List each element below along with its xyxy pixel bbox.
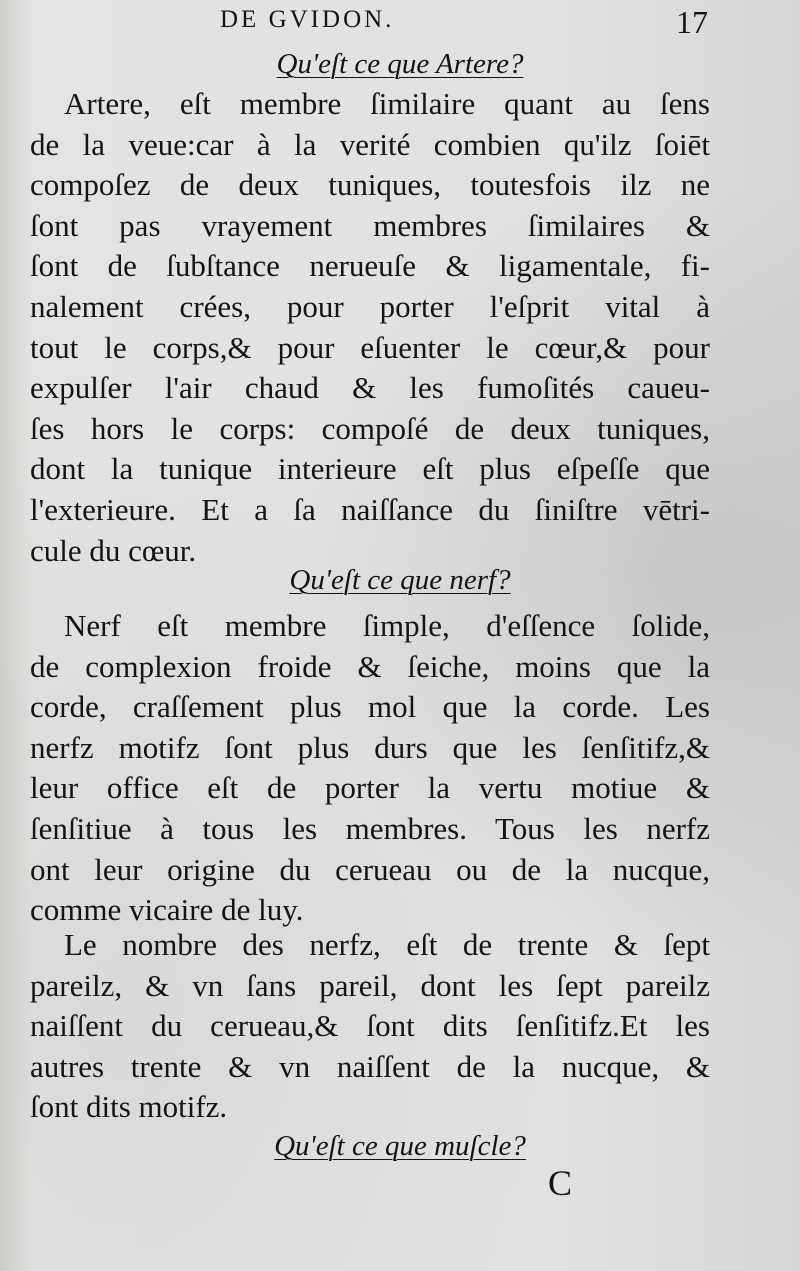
text-line: nalement crées, pour porter l'eſprit vital à: [30, 288, 710, 324]
section-heading-nerf: Qu'eſt ce que nerf?: [289, 564, 511, 596]
text-line: tout le corps,& pour eſuenter le cœur,& pour: [30, 329, 710, 365]
text-line: autres trente & vn naiſſent de la nucque, &: [30, 1048, 710, 1084]
text-line: Artere, eſt membre ſimilaire quant au ſens: [64, 86, 710, 121]
text-line: ont leur origine du cerueau ou de la nucque,: [30, 851, 710, 887]
running-head: DE GVIDON.: [220, 6, 395, 33]
text-line: Le nombre des nerfz, eſt de trente & ſept: [64, 927, 710, 962]
text-line: expulſer l'air chaud & les fumoſités caueu-: [30, 370, 710, 406]
text-line: ſes hors le corps: compoſé de deux tuniques,: [30, 410, 710, 446]
text-line: ſont de ſubſtance nerueuſe & ligamentale, fi-: [30, 248, 710, 284]
text-line: ſont pas vrayement membres ſimilaires &: [30, 207, 710, 243]
text-line: leur office eſt de porter la vertu motiue &: [30, 770, 710, 806]
signature-mark: C: [547, 1163, 572, 1203]
text-line: l'exterieure. Et a ſa naiſſance du ſiniſtre vētri-: [30, 491, 710, 527]
paragraph-nerf: [30, 606, 710, 931]
section-heading-muscle: Qu'eſt ce que muſcle?: [274, 1130, 526, 1162]
text-line: Nerf eſt membre ſimple, d'eſſence ſolide,: [64, 608, 710, 643]
text-line: cule du cœur.: [30, 532, 197, 568]
text-line: pareilz, & vn ſans pareil, dont les ſept pareilz: [30, 967, 710, 1003]
section-heading-artere: Qu'eſt ce que Artere?: [276, 48, 524, 80]
text-line: de complexion froide & ſeiche, moins que la: [30, 648, 710, 684]
paragraph-artere: [30, 84, 710, 571]
text-line: comme vicaire de luy.: [30, 892, 304, 928]
paragraph-nombre-des-nerfz: [30, 925, 710, 1128]
text-line: naiſſent du cerueau,& ſont dits ſenſitifz.Et les: [30, 1008, 710, 1044]
text-line: compoſez de deux tuniques, toutesfois ilz ne: [30, 167, 710, 203]
text-line: dont la tunique interieure eſt plus eſpeſſe que: [30, 451, 710, 487]
text-line: nerfz motifz ſont plus durs que les ſenſitifz,&: [30, 729, 710, 765]
text-line: corde, craſſement plus mol que la corde. Les: [30, 689, 710, 725]
text-line: ſont dits motifz.: [30, 1089, 228, 1125]
text-line: de la veue:car à la verité combien qu'ilz ſoiēt: [30, 126, 710, 162]
text-line: ſenſitiue à tous les membres. Tous les nerfz: [30, 810, 710, 846]
page-number: 17: [676, 4, 708, 40]
